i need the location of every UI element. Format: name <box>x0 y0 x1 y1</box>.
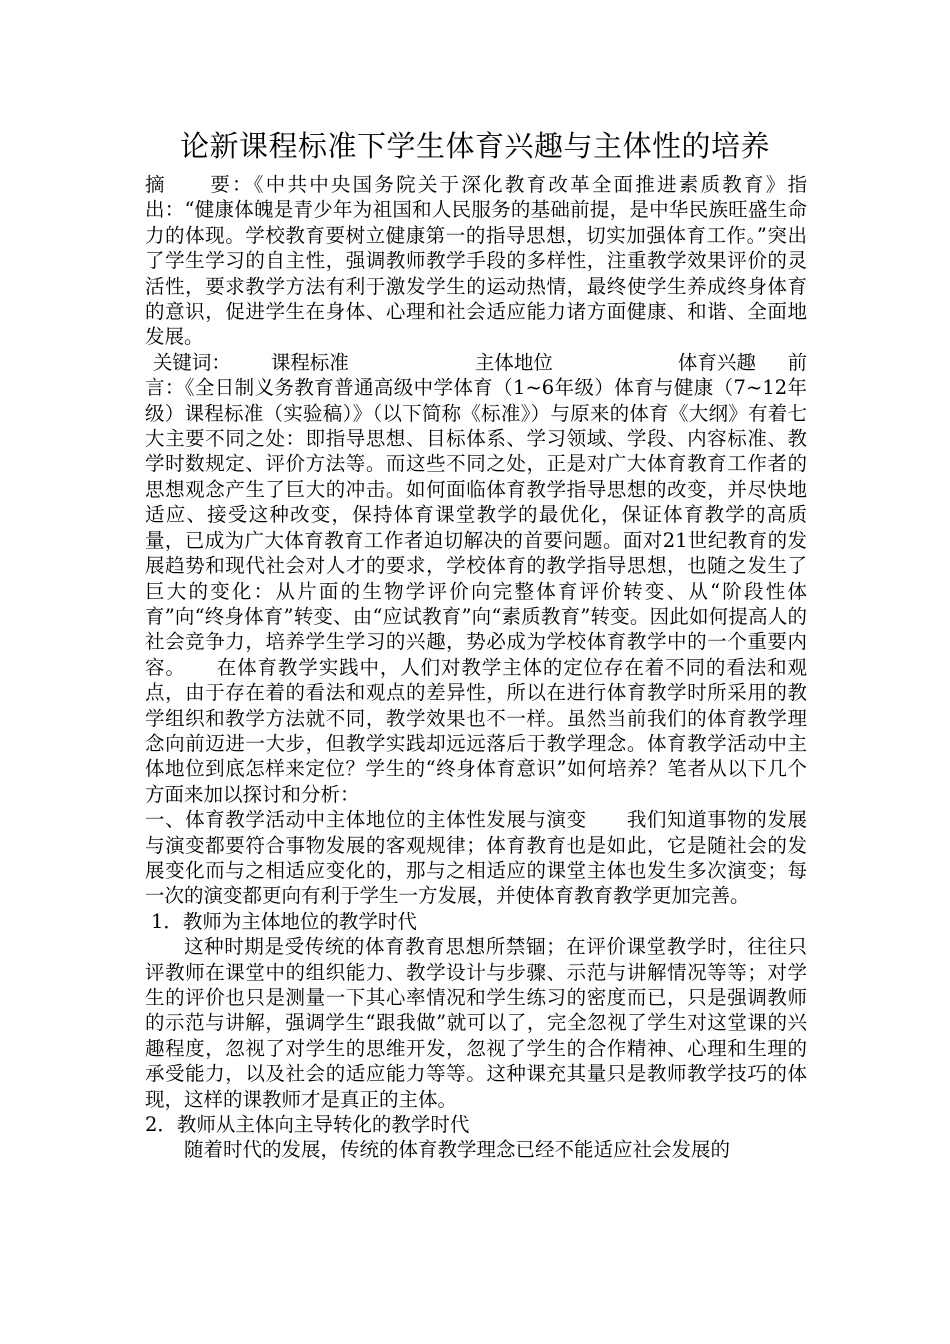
keywords-paragraph: 关键词： 课程标准 主体地位 体育兴趣 前言：《全日制义务教育普通高级中学体育（1~6年级）体育与健康（7~12年级）课程标准（实验稿）》（以下简称《标准》）与原来的体育《大纲》有着七大主要不同之处：即指导思想、目标体系、学习领域、学段、内容标准、教学时数规定、评价方法等。而这些不同之处，正是对广大体育教育工作者的思想观念产生了巨大的冲击。如何面临体育教学指导思想的改变，并尽快地适应、接受这种改变，保持体育课堂教学的最优化，保证体育教学的高质量，已成为广大体育教育工作者迫切解决的首要问题。面对21世纪教育的发展趋势和现代社会对人才的要求，学校体育的教学指导思想，也随之发生了巨大的变化：从片面的生物学评价向完整体育评价转变、从“阶段性体育”向“终身体育”转变、由“应试教育”向“素质教育”转变。因此如何提高人的社会竞争力，培养学生学习的兴趣，势必成为学校体育教学中的一个重要内容。 在体育教学实践中，人们对教学主体的定位存在着不同的看法和观点，由于存在着的看法和观点的差异性，所以在进行体育教学时所采用的教学组织和教学方法就不同，教学效果也不一样。虽然当前我们的体育教学理念向前迈进一大步，但教学实践却远远落后于教学理念。体育教学活动中主体地位到底怎样来定位？学生的“终身体育意识”如何培养？笔者从以下几个方面来加以探讨和分析： <box>145 350 807 806</box>
preface-text: 《全日制义务教育普通高级中学体育（1~6年级）体育与健康（7~12年级）课程标准（实验稿）》（以下简称《标准》）与原来的体育《大纲》有着七大主要不同之处：即指导思想、目标体系、学习领域、学段、内容标准、教学时数规定、评价方法等。而这些不同之处，正是对广大体育教育工作者的思想观念产生了巨大的冲击。如何面临体育教学指导思想的改变，并尽快地适应、接受这种改变，保持体育课堂教学的最优化，保证体育教学的高质量，已成为广大体育教育工作者迫切解决的首要问题。面对21世纪教育的发展趋势和现代社会对人才的要求，学校体育的教学指导思想，也随之发生了巨大的变化：从片面的生物学评价向完整体育评价转变、从“阶段性体育”向“终身体育”转变、由“应试教育”向“素质教育”转变。因此如何提高人的社会竞争力，培养学生学习的兴趣，势必成为学校体育教学中的一个重要内容。 <box>145 376 807 679</box>
abstract-paragraph <box>145 172 807 350</box>
preface-text-2: 在体育教学实践中，人们对教学主体的定位存在着不同的看法和观点，由于存在着的看法和观点的差异性，所以在进行体育教学时所采用的教学组织和教学方法就不同，教学效果也不一样。虽然当前我们的体育教学理念向前迈进一大步，但教学实践却远远落后于教学理念。体育教学活动中主体地位到底怎样来定位？学生的“终身体育意识”如何培养？笔者从以下几个方面来加以探讨和分析： <box>145 655 807 806</box>
section1-heading: 一、体育教学活动中主体地位的主体性发展与演变 <box>145 808 587 832</box>
document-body <box>145 172 807 1163</box>
abstract-text: 《中共中央国务院关于深化教育改革全面推进素质教育》指出：“健康体魄是青少年为祖国和人民服务的基础前提，是中华民族旺盛生命力的体现。学校教育要树立健康第一的指导思想，切实加强体育工作。”突出了学生学习的自主性，强调教师教学手段的多样性，注重教学效果评价的灵活性，要求教学方法有利于激发学生的运动热情，最终使学生养成终身体育的意识，促进学生在身体、心理和社会适应能力诸方面健康、和谐、全面地发展。 <box>145 173 807 349</box>
sub1-text: 这种时期是受传统的体育教育思想所禁锢；在评价课堂教学时，往往只评教师在课堂中的组织能力、教学设计与步骤、示范与讲解情况等等；对学生的评价也只是测量一下其心率情况和学生练习的密度而已，只是强调教师的示范与讲解，强调学生“跟我做”就可以了，完全忽视了学生对这堂课的兴趣程度，忽视了对学生的思维开发，忽视了学生的合作精神、心理和生理的承受能力，以及社会的适应能力等等。这种课充其量只是教师教学技巧的体现，这样的课教师才是真正的主体。 <box>145 935 807 1111</box>
section1-paragraph <box>145 807 807 909</box>
abstract-label: 摘 要： <box>145 173 254 196</box>
keyword-3: 体育兴趣 <box>677 350 756 374</box>
document-title: 论新课程标准下学生体育兴趣与主体性的培养 <box>179 129 770 163</box>
sub1-heading: 1．教师为主体地位的教学时代 <box>151 909 417 933</box>
keyword-2: 主体地位 <box>474 350 553 374</box>
sub2-text: 随着时代的发展，传统的体育教学理念已经不能适应社会发展的 <box>184 1138 731 1162</box>
section1-text: 我们知道事物的发展与演变都要符合事物发展的客观规律；体育教育也是如此，它是随社会的发展变化而与之相适应变化的，那与之相适应的课堂主体也发生多次演变；每一次的演变都更向有利于学生一方发展，并使体育教育教学更加完善。 <box>145 808 807 908</box>
sub2-heading: 2．教师从主体向主导转化的教学时代 <box>145 1113 470 1137</box>
keywords-label: 关键词： <box>152 350 231 374</box>
keyword-1: 课程标准 <box>270 350 349 374</box>
